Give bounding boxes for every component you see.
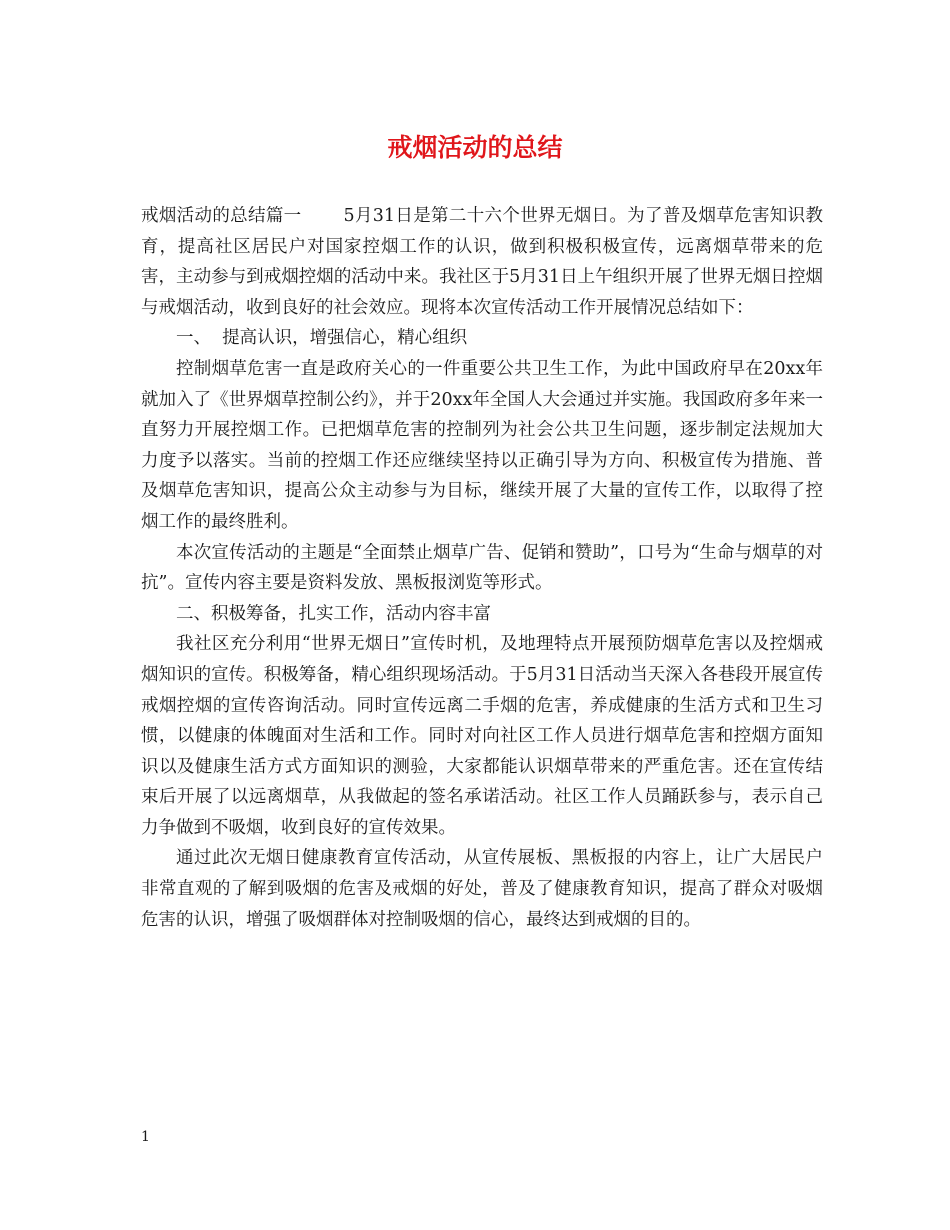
intro-label: 戒烟活动的总结篇一	[141, 206, 302, 226]
section-heading-2: 二、积极筹备，扎实工作，活动内容丰富	[176, 603, 491, 624]
section-heading-1: 一、 提高认识，增强信心，精心组织	[176, 328, 468, 349]
intro-text: 5月31日是第二十六个世界无烟日。为了普及烟草危害知识教育，提高社区居民户对国家控烟工作的认识，做到积极积极宣传，远离烟草带来的危害，主动参与到戒烟控烟的活动中来。我社区于5月31日上午组织开展了世界无烟日控烟与戒烟活动，收到良好的社会效应。现将本次宣传活动工作开展情况总结如下：	[141, 206, 823, 318]
page-number: 1	[141, 1129, 150, 1145]
document-title: 戒烟活动的总结	[387, 133, 563, 162]
section2-paragraph-1: 我社区充分利用“世界无烟日”宣传时机，及地理特点开展预防烟草危害以及控烟戒烟知识的宣传。积极筹备，精心组织现场活动。于5月31日活动当天深入各巷段开展宣传戒烟控烟的宣传咨询活动。同时宣传远离二手烟的危害，养成健康的生活方式和卫生习惯，以健康的体魄面对生活和工作。同时对向社区工作人员进行烟草危害和控烟方面知识以及健康生活方式方面知识的测验，大家都能认识烟草带来的严重危害。还在宣传结束后开展了以远离烟草，从我做起的签名承诺活动。社区工作人员踊跃参与，表示自己力争做到不吸烟，收到良好的宣传效果。	[141, 634, 823, 838]
document-body	[141, 201, 823, 935]
intro-paragraph	[141, 201, 823, 323]
section1-paragraph-2: 本次宣传活动的主题是“全面禁止烟草广告、促销和赞助”，口号为“生命与烟草的对抗”。宣传内容主要是资料发放、黑板报浏览等形式。	[141, 542, 823, 594]
section1-paragraph-1: 控制烟草危害一直是政府关心的一件重要公共卫生工作，为此中国政府早在20xx年就加入了《世界烟草控制公约》，并于20xx年全国人大会通过并实施。我国政府多年来一直努力开展控烟工作。已把烟草危害的控制列为社会公共卫生问题，逐步制定法规加大力度予以落实。当前的控烟工作还应继续坚持以正确引导为方向、积极宣传为措施、普及烟草危害知识，提高公众主动参与为目标，继续开展了大量的宣传工作，以取得了控烟工作的最终胜利。	[141, 358, 823, 532]
section2-paragraph-2: 通过此次无烟日健康教育宣传活动，从宣传展板、黑板报的内容上，让广大居民户非常直观的了解到吸烟的危害及戒烟的好处，普及了健康教育知识，提高了群众对吸烟危害的认识，增强了吸烟群体对控制吸烟的信心，最终达到戒烟的目的。	[141, 848, 823, 930]
